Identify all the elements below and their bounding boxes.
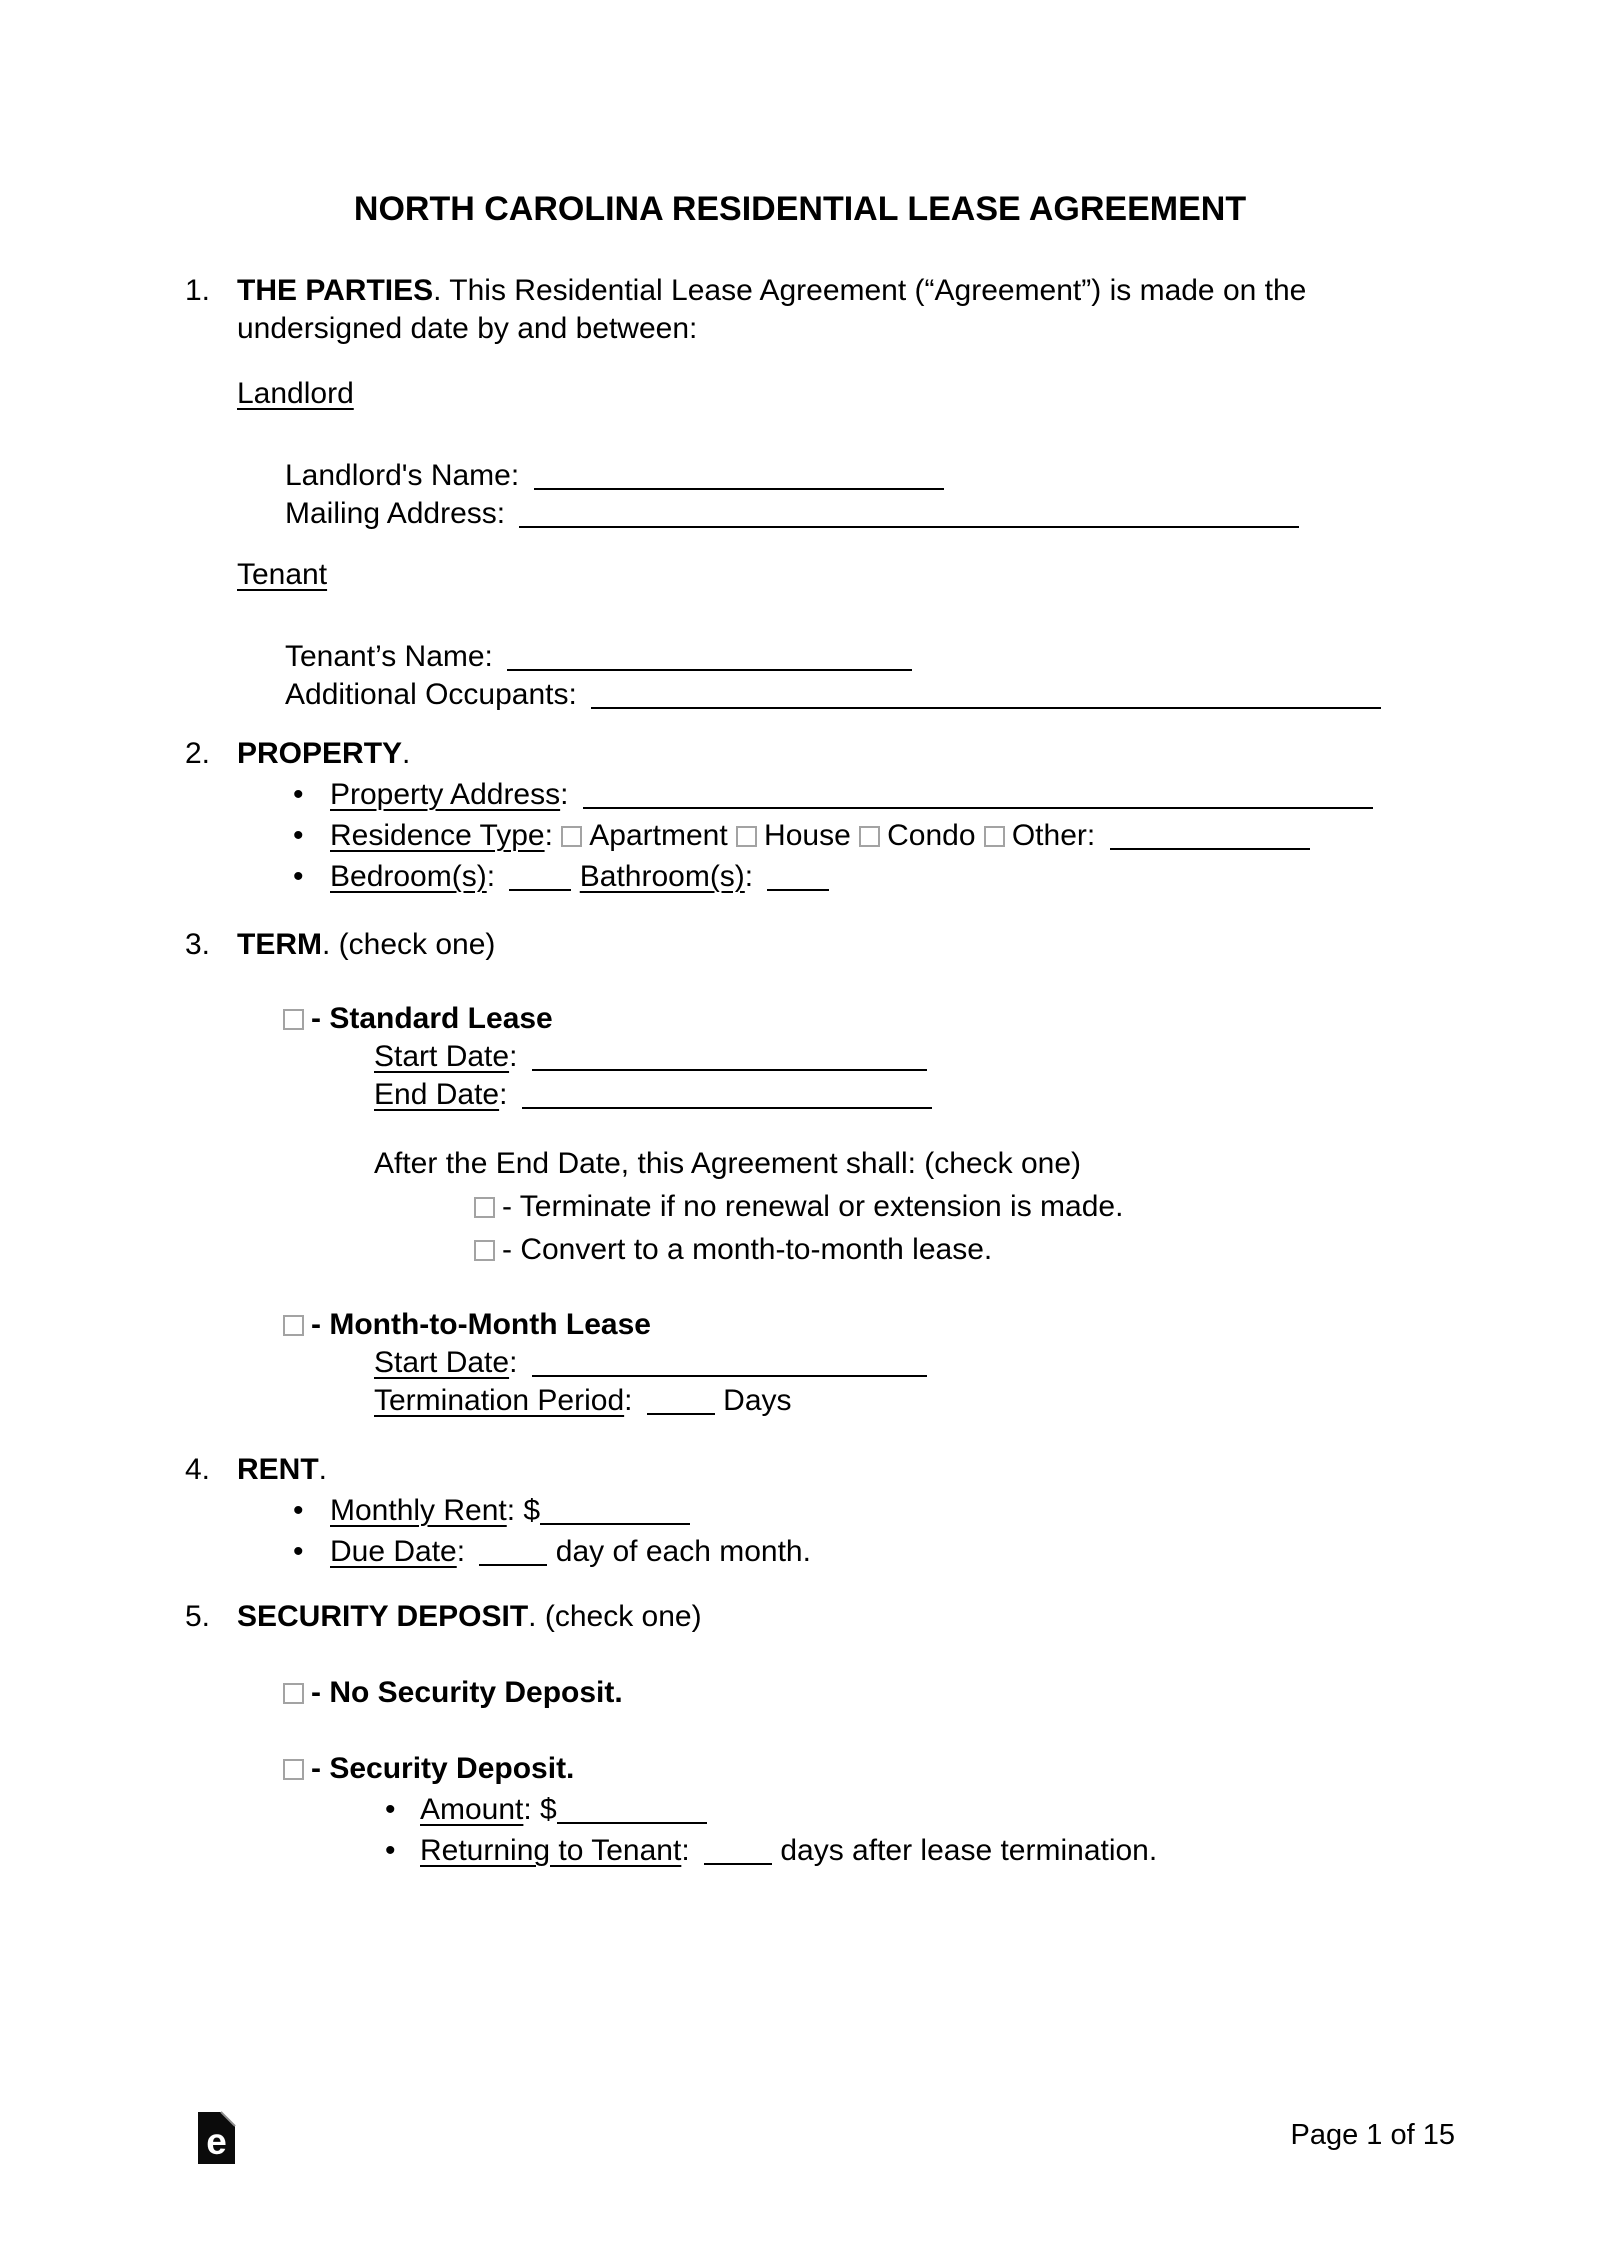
field-label: Bathroom(s) [579,860,745,893]
eforms-logo [198,2112,235,2164]
bedroom-bathroom-row: • Bedroom(s): Bathroom(s): [237,858,1450,896]
terminate-checkbox[interactable] [474,1197,495,1218]
field-label: Property Address [330,778,561,811]
field-label: Start Date [374,1040,510,1073]
field-label: Landlord's Name: [285,459,520,492]
section-heading: THE PARTIES [237,274,434,307]
residence-apartment-checkbox[interactable] [561,826,582,847]
section-term [185,926,1450,1420]
terminate-option-row [474,1188,1450,1226]
residence-option-label: Apartment [589,819,728,852]
residence-condo-checkbox[interactable] [859,826,880,847]
field-label: Tenant’s Name: [285,640,493,673]
mailing-address-blank[interactable] [519,504,1299,528]
termination-period-field: Termination Period: Days [374,1384,792,1417]
monthly-rent-row: • Monthly Rent: $ [237,1492,1450,1530]
rent-list [237,1492,1450,1571]
standard-lease-checkbox[interactable] [283,1009,304,1030]
parties-intro [237,272,1387,348]
section-heading: TERM [237,928,322,961]
rent-heading-line: RENT. [237,1453,328,1486]
landlord-subheading: Landlord [237,377,354,410]
tenant-name-blank[interactable] [507,647,912,671]
section-number: 4. [185,1453,211,1486]
convert-option-label: - Convert to a month-to-month lease. [502,1233,993,1266]
bedrooms-blank[interactable] [509,867,571,891]
landlord-name-field [285,457,1450,495]
month-to-month-label: - Month-to-Month Lease [311,1308,651,1341]
standard-start-date-field: Start Date: [374,1038,1450,1076]
standard-lease-row [283,1000,1450,1038]
property-address-blank[interactable] [583,785,1373,809]
section-property [185,735,1450,896]
property-list [237,776,1450,896]
due-date-suffix: day of each month. [555,1535,811,1568]
standard-lease-fields [374,1038,1450,1114]
section-security-deposit [185,1598,1450,1870]
section-number: 2. [185,737,211,770]
no-security-deposit-label: - No Security Deposit. [311,1676,623,1709]
bathrooms-blank[interactable] [767,867,829,891]
additional-occupants-blank[interactable] [591,685,1381,709]
property-heading-line: PROPERTY. [237,737,411,770]
section-rent-content [237,1451,1450,1571]
section-number: 1. [185,274,211,307]
no-security-deposit-checkbox[interactable] [283,1683,304,1704]
field-label: Monthly Rent [330,1494,507,1527]
mtm-start-date-field: Start Date: [374,1344,1450,1382]
page-number: Page 1 of 15 [1290,2119,1455,2151]
monthly-rent-blank[interactable] [540,1501,690,1525]
section-deposit-content [237,1598,1450,1870]
mailing-address-field [285,495,1450,533]
section-number: 3. [185,928,211,961]
security-deposit-list [237,1791,1450,1870]
field-label: Due Date [330,1535,457,1568]
property-address-row: • Property Address: [237,776,1450,814]
field-label: Bedroom(s) [330,860,487,893]
tenant-fields [285,638,1450,714]
due-date-blank[interactable] [479,1542,547,1566]
field-label: Additional Occupants: [285,678,577,711]
field-label: Start Date [374,1346,510,1379]
convert-option-row [474,1231,1450,1269]
section-heading: SECURITY DEPOSIT [237,1600,529,1633]
field-label: Residence Type [330,819,545,852]
section-heading: RENT [237,1453,319,1486]
section-rent [185,1451,1450,1571]
residence-house-checkbox[interactable] [736,826,757,847]
deposit-heading-line: SECURITY DEPOSIT. (check one) [237,1600,702,1633]
standard-end-date-field: End Date: [374,1076,1450,1114]
field-label: Amount [420,1793,524,1826]
month-to-month-row [283,1306,1450,1344]
residence-other-label: Other: [1011,819,1096,852]
landlord-fields [285,457,1450,533]
returning-suffix: days after lease termination. [780,1834,1158,1867]
field-label: End Date [374,1078,500,1111]
section-heading: PROPERTY [237,737,403,770]
security-deposit-label: - Security Deposit. [311,1752,575,1785]
eforms-logo-letter: e [206,2121,227,2162]
terminate-option-label: - Terminate if no renewal or extension is made. [502,1190,1124,1223]
residence-other-checkbox[interactable] [984,826,1005,847]
after-end-date-text: After the End Date, this Agreement shall: (check one) [374,1147,1082,1180]
section-property-content [237,735,1450,896]
residence-option-label: House [764,819,851,852]
standard-end-date-blank[interactable] [522,1085,932,1109]
termination-suffix: Days [723,1384,792,1417]
tenant-name-field [285,638,1450,676]
field-label: Termination Period [374,1384,625,1417]
month-to-month-fields [374,1344,1450,1420]
termination-period-blank[interactable] [647,1391,715,1415]
document-page [0,188,1600,1870]
field-label: Mailing Address: [285,497,506,530]
security-deposit-row [283,1750,1450,1788]
section-parties [185,272,1450,714]
residence-option-label: Condo [887,819,976,852]
section-parties-content [237,272,1450,714]
standard-lease-label: - Standard Lease [311,1002,553,1035]
parties-intro-text: . This Residential Lease Agreement (“Agreement”) is made on the undersigned date by and between: [237,274,1307,345]
mtm-start-date-blank[interactable] [532,1353,927,1377]
standard-start-date-blank[interactable] [532,1047,927,1071]
convert-monthly-checkbox[interactable] [474,1240,495,1261]
deposit-amount-row: • Amount: $ [237,1791,1450,1829]
returning-days-blank[interactable] [704,1841,772,1865]
security-deposit-checkbox[interactable] [283,1759,304,1780]
no-security-deposit-row [283,1674,1450,1712]
field-label: Returning to Tenant [420,1834,682,1867]
residence-other-blank[interactable] [1110,826,1310,850]
section-number: 5. [185,1600,211,1633]
deposit-amount-blank[interactable] [557,1800,707,1824]
tenant-subheading: Tenant [237,558,328,591]
section-term-content [237,926,1450,1420]
residence-type-row: • Residence Type: Apartment House Condo Other: [237,817,1450,855]
term-heading-line: TERM. (check one) [237,928,496,961]
additional-occupants-field [285,676,1450,714]
returning-to-tenant-row: • Returning to Tenant: days after lease termination. [237,1832,1450,1870]
due-date-row: • Due Date: day of each month. [237,1533,1450,1571]
month-to-month-checkbox[interactable] [283,1315,304,1336]
document-title: NORTH CAROLINA RESIDENTIAL LEASE AGREEMENT [353,190,1247,228]
landlord-name-blank[interactable] [534,466,944,490]
